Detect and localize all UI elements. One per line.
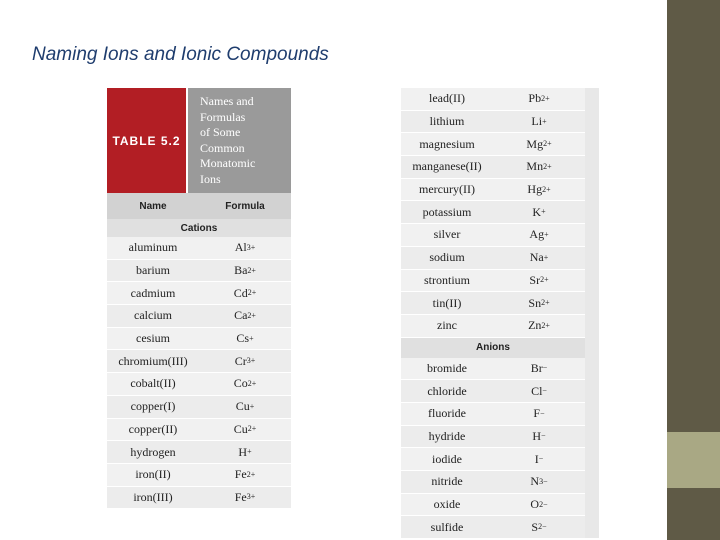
table-row (401, 448, 585, 471)
ion-name: cadmium (130, 285, 176, 300)
ion-symbol: Pb (528, 91, 542, 106)
table-row (401, 494, 585, 517)
ion-name: fluoride (428, 406, 466, 421)
ion-name: strontium (423, 272, 470, 287)
ion-formula: Cu 2+ (233, 421, 257, 436)
ion-symbol: Li (531, 114, 543, 129)
ion-name: bromide (427, 360, 467, 375)
ion-formula: Ba 2+ (234, 263, 256, 278)
ion-formula: I − (534, 451, 544, 466)
ion-formula: H − (532, 428, 546, 443)
table-row (401, 247, 585, 270)
ion-formula: N 3− (530, 474, 548, 489)
ion-formula: Cd 2+ (233, 285, 257, 300)
cations-section-label: Cations (107, 219, 291, 237)
ion-formula: Mg 2+ (526, 136, 552, 151)
ion-formula: Zn 2+ (528, 318, 550, 333)
decorative-sidebar-accent (667, 432, 720, 488)
table-row (401, 403, 585, 426)
ion-name: lithium (429, 114, 465, 129)
ion-formula: Pb 2+ (528, 91, 550, 106)
anions-section-label: Anions (401, 338, 585, 358)
ion-symbol: Zn (528, 318, 542, 333)
table-row (401, 111, 585, 134)
table-row (107, 328, 291, 351)
right-cation-rows (401, 88, 585, 338)
ion-formula: Cl − (531, 383, 547, 398)
caption-line: of Some (200, 125, 241, 139)
ion-name: mercury(II) (419, 182, 475, 197)
table-header (107, 88, 291, 193)
table-row (401, 426, 585, 449)
right-anion-rows (401, 358, 585, 540)
ion-name: barium (136, 263, 170, 278)
table-row (401, 201, 585, 224)
ion-name: hydrogen (130, 444, 176, 459)
ion-name: calcium (134, 308, 172, 323)
ion-symbol: Cr (234, 353, 247, 368)
ion-symbol: Mg (526, 136, 544, 151)
ion-formula: Mn 2+ (526, 159, 552, 174)
ion-symbol: Sr (529, 272, 541, 287)
ion-name: cobalt(II) (130, 376, 176, 391)
ion-formula: O 2− (530, 497, 548, 512)
table-row (401, 156, 585, 179)
table-row (107, 373, 291, 396)
ion-formula: Cs + (236, 331, 254, 346)
table-row (401, 270, 585, 293)
ion-formula: Ag + (529, 227, 549, 242)
ion-symbol: Cd (233, 285, 248, 300)
ion-formula: Al 3+ (234, 240, 256, 255)
table-caption (186, 88, 291, 193)
ion-formula: Li + (531, 114, 547, 129)
ion-symbol: K (532, 204, 542, 219)
ion-symbol: O (530, 497, 540, 512)
table-row (107, 350, 291, 373)
ion-name: iron(III) (133, 489, 173, 504)
table-edge (585, 88, 599, 538)
ion-formula: Cu + (235, 399, 255, 414)
table-row (107, 282, 291, 305)
ion-symbol: Ba (234, 263, 248, 278)
table-row (107, 419, 291, 442)
table-row (107, 487, 291, 510)
caption-line: Common (200, 140, 245, 155)
ion-formula: F − (533, 406, 545, 421)
ion-symbol: S (531, 519, 539, 534)
ion-formula: H + (238, 444, 252, 459)
ion-formula: Sr 2+ (529, 272, 549, 287)
slide-title: Naming Ions and Ionic Compounds (32, 44, 329, 65)
ion-name: iodide (432, 451, 462, 466)
caption-line: Ions (200, 171, 221, 186)
ion-symbol: Mn (526, 159, 544, 174)
table-row (107, 305, 291, 328)
ion-name: lead(II) (429, 91, 465, 106)
ion-name: zinc (437, 318, 457, 333)
ion-name: sodium (429, 250, 465, 265)
ion-name: manganese(II) (412, 159, 482, 174)
column-headers (107, 193, 291, 219)
ion-symbol: Hg (527, 182, 543, 197)
table-row (401, 88, 585, 111)
ion-name: iron(II) (135, 467, 171, 482)
ion-name: copper(I) (130, 399, 176, 414)
table-label: TABLE 5.2 (107, 88, 186, 193)
ion-name: nitride (431, 474, 463, 489)
table-row (401, 292, 585, 315)
ion-symbol: Ag (529, 227, 545, 242)
ion-name: chloride (427, 383, 467, 398)
table-row (107, 441, 291, 464)
ion-formula: Hg 2+ (527, 182, 551, 197)
ion-name: magnesium (419, 136, 475, 151)
caption-line: Monatomic (200, 156, 256, 170)
table-row (107, 260, 291, 283)
table-row (401, 224, 585, 247)
table-row (401, 179, 585, 202)
ion-name: sulfide (430, 519, 464, 534)
ion-symbol: Co (233, 376, 248, 391)
ion-formula: Br − (530, 360, 548, 375)
ion-symbol: N (530, 474, 540, 489)
ion-symbol: Cs (236, 331, 250, 346)
table-row (401, 516, 585, 539)
left-rows (107, 237, 291, 509)
ion-formula: Co 2+ (233, 376, 257, 391)
ion-symbol: Fe (234, 467, 247, 482)
ion-symbol: Ca (234, 308, 248, 323)
ion-symbol: Br (530, 360, 543, 375)
ion-formula: Na + (529, 250, 549, 265)
ion-symbol: F (533, 406, 541, 421)
ion-formula: S 2− (531, 519, 547, 534)
table-row (107, 396, 291, 419)
ion-formula: Fe 2+ (234, 467, 256, 482)
ion-name: chromium(III) (118, 353, 188, 368)
ion-symbol: Cu (235, 399, 250, 414)
ion-name: copper(II) (128, 421, 178, 436)
ion-symbol: Fe (234, 489, 247, 504)
ion-formula: Ca 2+ (234, 308, 256, 323)
ion-formula: K + (532, 204, 546, 219)
ion-formula: Fe 3+ (234, 489, 256, 504)
col-formula-header: Formula (225, 200, 265, 212)
ion-name: hydride (428, 428, 466, 443)
ion-symbol: Na (529, 250, 544, 265)
caption-line: Names and (200, 94, 254, 108)
table-row (401, 358, 585, 381)
ion-symbol: Cl (531, 383, 543, 398)
table-row (401, 133, 585, 156)
ion-name: silver (433, 227, 461, 242)
ion-symbol: I (534, 451, 539, 466)
ion-formula: Sn 2+ (528, 295, 550, 310)
ion-table-right (401, 88, 585, 539)
table-row (401, 471, 585, 494)
ion-symbol: H (532, 428, 542, 443)
table-row (401, 315, 585, 338)
ion-table-left (107, 88, 291, 509)
ion-symbol: Sn (528, 295, 542, 310)
ion-name: oxide (433, 497, 461, 512)
table-row (107, 237, 291, 260)
col-name-header: Name (139, 200, 167, 212)
ion-name: tin(II) (432, 295, 462, 310)
ion-symbol: Cu (233, 421, 248, 436)
ion-symbol: Al (234, 240, 247, 255)
ion-name: cesium (136, 331, 170, 346)
ion-name: aluminum (128, 240, 178, 255)
table-row (107, 464, 291, 487)
ion-formula: Cr 3+ (234, 353, 256, 368)
caption-line: Formulas (200, 109, 246, 124)
ion-symbol: H (238, 444, 248, 459)
table-row (401, 380, 585, 403)
ion-name: potassium (422, 204, 472, 219)
